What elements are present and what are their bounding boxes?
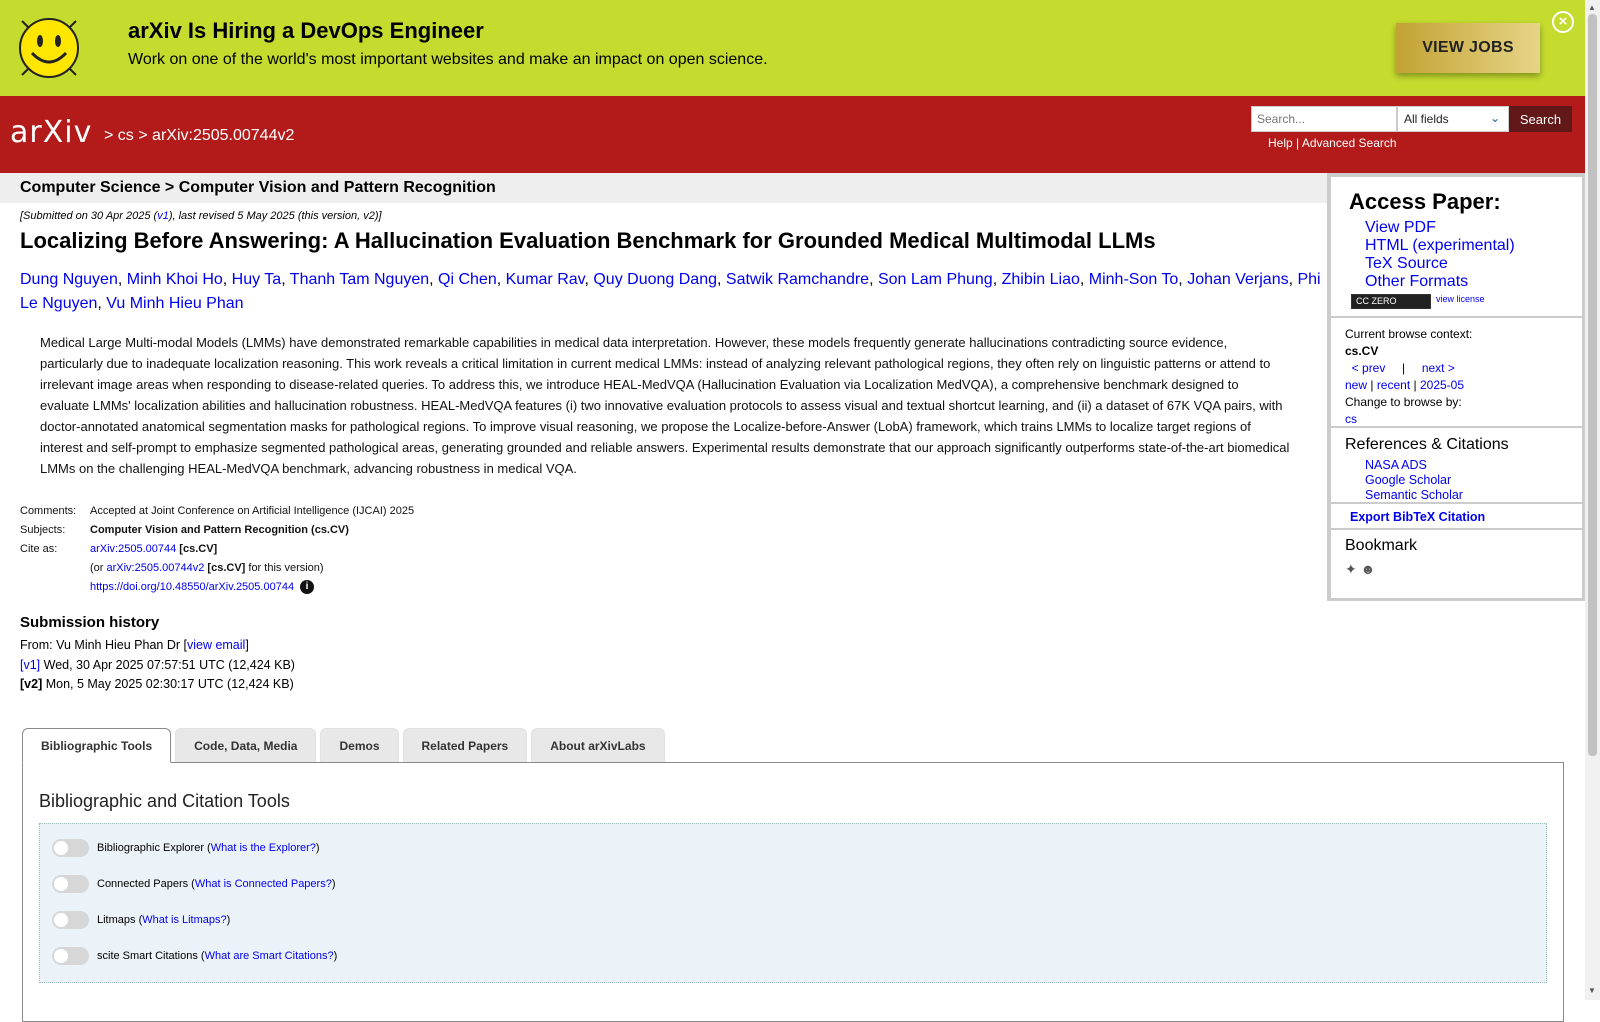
- close-icon[interactable]: ×: [1552, 11, 1574, 33]
- site-header: [0, 96, 1585, 173]
- tool-row: scite Smart Citations (What are Smart Citations?): [52, 946, 337, 966]
- tool-info-link[interactable]: What is the Explorer?: [210, 842, 316, 854]
- author-link[interactable]: Thanh Tam Nguyen: [289, 271, 430, 288]
- reddit-icon[interactable]: ☻: [1360, 561, 1376, 577]
- access-links: [1365, 219, 1515, 291]
- doi-link[interactable]: https://doi.org/10.48550/arXiv.2505.00744: [90, 581, 295, 593]
- tool-info-link[interactable]: What are Smart Citations?: [204, 950, 334, 962]
- access-paper-box: [1331, 177, 1582, 316]
- info-icon[interactable]: i: [300, 580, 314, 594]
- cite-or-text: for this version): [245, 562, 324, 574]
- browse-cs-link[interactable]: cs: [1345, 412, 1357, 426]
- breadcrumb-sep: >: [138, 127, 148, 144]
- cite-or-text: (or: [90, 562, 107, 574]
- author-link[interactable]: Huy Ta: [231, 271, 282, 288]
- author-link[interactable]: Minh-Son To: [1088, 271, 1179, 288]
- tab-related-papers[interactable]: Related Papers: [403, 728, 528, 762]
- breadcrumb: [104, 127, 294, 145]
- history-v2-text: Mon, 5 May 2025 02:30:17 UTC (12,424 KB): [42, 677, 294, 691]
- nav-sep: |: [1402, 361, 1406, 375]
- browse-context: Current browse context: cs.CV < prev | next > new | recent | 2025-05 Change to browse by: cs: [1345, 327, 1473, 426]
- help-links: [1268, 136, 1397, 150]
- export-bibtex-link[interactable]: Export BibTeX Citation: [1350, 510, 1486, 524]
- tab-demos[interactable]: Demos: [320, 728, 398, 762]
- scroll-down-icon[interactable]: ▼: [1588, 986, 1596, 995]
- bookmark-box: [1331, 530, 1582, 598]
- history-v2-label: [v2]: [20, 677, 43, 691]
- toggle-switch[interactable]: [52, 947, 89, 965]
- cite-link[interactable]: arXiv:2505.00744: [90, 543, 177, 555]
- author-link[interactable]: Minh Khoi Ho: [126, 271, 223, 288]
- tool-label: scite Smart Citations: [97, 950, 198, 962]
- paper-title: Localizing Before Answering: A Hallucination Evaluation Benchmark for Grounded Medical Multimodal LLMs: [20, 228, 1156, 253]
- submission-history: [20, 636, 295, 695]
- arxiv-logo[interactable]: [10, 114, 100, 154]
- month-link[interactable]: 2025-05: [1419, 378, 1465, 392]
- tab-panel: [22, 762, 1564, 1022]
- banner-subtitle: Work on one of the world's most important websites and make an impact on open science.: [128, 51, 768, 68]
- history-from: From: Vu Minh Hieu Phan Dr [: [20, 638, 187, 652]
- dateline-text: ), last revised 5 May 2025 (this version, v2)]: [168, 210, 382, 222]
- access-paper-heading: Access Paper:: [1349, 189, 1501, 214]
- prev-link[interactable]: < prev: [1351, 361, 1386, 375]
- view-pdf-link[interactable]: View PDF: [1365, 219, 1436, 236]
- advanced-search-link[interactable]: Advanced Search: [1301, 136, 1397, 150]
- change-label: Change to browse by:: [1345, 395, 1462, 409]
- abstract: Medical Large Multi-modal Models (LMMs) have demonstrated remarkable capabilities in medical data interpretation. However, these models frequently generate hallucinations contradicting source evidence, particularly due to inadequate localization reasoning. This work reveals a critical limitation in current medical LMMs: instead of analyzing relevant pathological regions, they often rely on linguistic patterns or attend to irrelevant image areas when responding to disease-related queries. To address this, we introduce HEAL-MedVQA (Hallucination Evaluation via Localization MedVQA), a comprehensive benchmark designed to evaluate LMMs' localization abilities and hallucination robustness. HEAL-MedVQA features (i) two innovative evaluation protocols to assess visual and textual shortcut learning, and (ii) a dataset of 67K VQA pairs, with doctor-annotated anatomical segmentation masks for pathological regions. To improve visual reasoning, we propose the Localize-before-Answer (LobA) framework, which trains LMMs to localize target regions of interest and self-prompt to emphasize segmented pathological areas, generating grounded and reliable answers. Experimental results demonstrate that our approach significantly outperforms state-of-the-art biomedical LMMs on the challenging HEAL-MedVQA benchmark, advancing robustness in medical VQA.: [40, 335, 1290, 476]
- submission-dateline: [20, 210, 382, 222]
- author-link[interactable]: Zhibin Liao: [1001, 271, 1080, 288]
- dateline-text: [Submitted on 30 Apr 2025 (: [20, 210, 158, 222]
- author-link[interactable]: Dung Nguyen: [20, 271, 118, 288]
- banner-title: arXiv Is Hiring a DevOps Engineer: [128, 18, 484, 43]
- context-value: cs.CV: [1345, 344, 1379, 358]
- smiley-logo-icon: [14, 13, 84, 83]
- author-link[interactable]: Phi Le Nguyen: [20, 271, 1321, 312]
- cite-label: Cite as:: [20, 543, 58, 555]
- references-heading: References & Citations: [1345, 436, 1509, 453]
- references-links: [1365, 458, 1463, 503]
- view-jobs-button[interactable]: VIEW JOBS: [1396, 23, 1540, 73]
- breadcrumb-cs[interactable]: cs: [117, 127, 134, 144]
- tool-row: Litmaps (What is Litmaps?): [52, 910, 230, 930]
- next-link[interactable]: next >: [1421, 361, 1455, 375]
- svg-text:arXiv: arXiv: [10, 115, 93, 150]
- author-list: Dung Nguyen, Minh Khoi Ho, Huy Ta, Thanh Tam Nguyen, Qi Chen, Kumar Rav, Quy Duong Dang, Satwik Ramchandre, Son Lam Phung, Zhibin Liao, Minh-Son To, Johan Verjans, Phi Le Nguyen, Vu Minh Hieu Phan: [20, 271, 1321, 312]
- toggle-switch[interactable]: [52, 911, 89, 929]
- history-v1-text: Wed, 30 Apr 2025 07:57:51 UTC (12,424 KB): [40, 657, 295, 672]
- tool-row: Bibliographic Explorer (What is the Explorer?): [52, 838, 320, 858]
- view-license-link[interactable]: view license: [1436, 294, 1485, 304]
- comments-value: Accepted at Joint Conference on Artificial Intelligence (IJCAI) 2025: [90, 505, 415, 517]
- search-field-value: All fields: [1404, 112, 1449, 126]
- toggle-switch[interactable]: [52, 839, 89, 857]
- subjects-value: Computer Vision and Pattern Recognition (cs.CV): [90, 524, 349, 536]
- labs-tabs: [22, 728, 665, 763]
- tools-title: Bibliographic and Citation Tools: [39, 791, 290, 811]
- metadata-table: [20, 502, 414, 597]
- bookmark-heading: Bookmark: [1345, 537, 1418, 554]
- semantic-scholar-link[interactable]: Semantic Scholar: [1365, 488, 1463, 502]
- tool-label: Bibliographic Explorer: [97, 842, 204, 854]
- context-label: Current browse context:: [1345, 327, 1473, 341]
- tool-label: Litmaps: [97, 914, 136, 926]
- author-link[interactable]: Satwik Ramchandre: [725, 271, 870, 288]
- tool-info-link[interactable]: What is Connected Papers?: [194, 878, 332, 890]
- tab-about-arxivlabs[interactable]: About arXivLabs: [531, 728, 664, 762]
- bibsonomy-icon[interactable]: ✦: [1345, 561, 1357, 577]
- search-input[interactable]: [1251, 106, 1397, 132]
- author-link[interactable]: Vu Minh Hieu Phan: [106, 295, 244, 312]
- bookmark-icons: [1345, 561, 1375, 578]
- google-scholar-link[interactable]: Google Scholar: [1365, 473, 1452, 487]
- tab-code-data-media[interactable]: Code, Data, Media: [175, 728, 316, 762]
- tool-info-link[interactable]: What is Litmaps?: [142, 914, 227, 926]
- browse-context-box: [1331, 318, 1582, 426]
- other-formats-link[interactable]: Other Formats: [1365, 273, 1469, 290]
- v1-link[interactable]: v1: [157, 210, 169, 222]
- view-email-link[interactable]: view email: [186, 638, 246, 652]
- history-v1-link[interactable]: [v1]: [20, 657, 41, 672]
- hiring-banner: [0, 0, 1585, 96]
- history-from: ]: [245, 638, 249, 652]
- new-link[interactable]: new: [1345, 378, 1368, 392]
- tools-list: [39, 823, 1547, 983]
- search-button[interactable]: Search: [1509, 106, 1572, 132]
- scrollbar[interactable]: [1585, 0, 1600, 1000]
- help-link[interactable]: Help: [1268, 136, 1293, 150]
- author-link[interactable]: Johan Verjans: [1187, 271, 1289, 288]
- cite-v2-category: [cs.CV]: [207, 562, 246, 574]
- recent-link[interactable]: recent: [1376, 378, 1411, 392]
- tex-source-link[interactable]: TeX Source: [1365, 255, 1448, 272]
- html-link[interactable]: HTML (experimental): [1365, 237, 1515, 254]
- submission-history-heading: Submission history: [20, 614, 160, 631]
- tab-bibliographic-tools[interactable]: Bibliographic Tools: [22, 728, 171, 763]
- nasa-ads-link[interactable]: NASA ADS: [1365, 458, 1427, 472]
- scroll-thumb[interactable]: [1588, 14, 1597, 756]
- references-box: [1331, 428, 1582, 502]
- subjects-label: Subjects:: [20, 524, 66, 536]
- author-link[interactable]: Qi Chen: [438, 271, 497, 288]
- subject-breadcrumb: Computer Science > Computer Vision and Pattern Recognition: [20, 179, 496, 196]
- breadcrumb-paper-id: arXiv:2505.00744v2: [152, 127, 295, 144]
- author-link[interactable]: Quy Duong Dang: [593, 271, 717, 288]
- subject-bar: [0, 173, 1327, 203]
- chevron-down-icon: ⌄: [1489, 111, 1500, 125]
- breadcrumb-sep: >: [104, 127, 114, 144]
- tool-row: Connected Papers (What is Connected Papers?): [52, 874, 336, 894]
- export-box: [1331, 504, 1582, 528]
- sidebar: [1327, 173, 1585, 601]
- toggle-switch[interactable]: [52, 875, 89, 893]
- tool-label: Connected Papers: [97, 878, 189, 890]
- author-link[interactable]: Son Lam Phung: [877, 271, 993, 288]
- comments-label: Comments:: [20, 505, 77, 517]
- author-link[interactable]: Kumar Rav: [505, 271, 585, 288]
- cite-category: [cs.CV]: [179, 543, 218, 555]
- help-sep: |: [1296, 136, 1300, 150]
- search-field-select[interactable]: [1397, 106, 1509, 132]
- scroll-up-icon[interactable]: ▲: [1588, 3, 1596, 12]
- cite-v2-link[interactable]: arXiv:2505.00744v2: [106, 562, 205, 574]
- cc-license-badge[interactable]: CC ZERO: [1351, 294, 1431, 309]
